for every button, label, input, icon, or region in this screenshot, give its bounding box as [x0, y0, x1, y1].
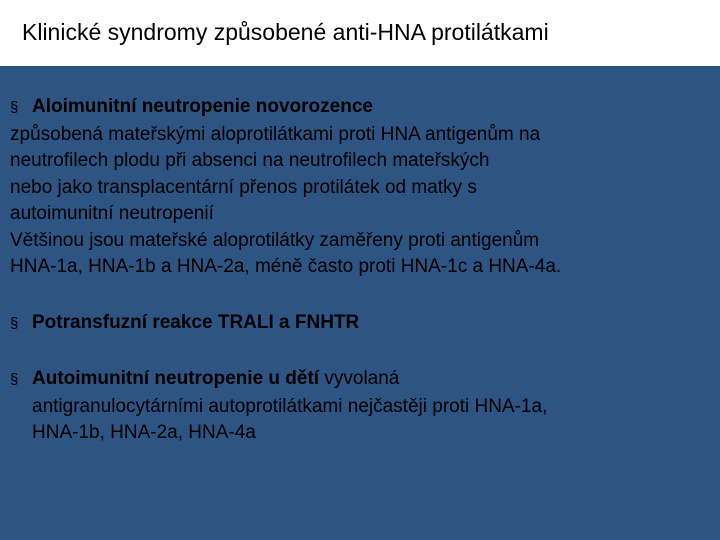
slide-content — [10, 94, 710, 447]
body-line: antigranulocytárními autoprotilátkami nejčastěji proti HNA-1a, — [32, 395, 548, 417]
section-heading: Autoimunitní neutropenie u dětí — [32, 368, 320, 389]
bullet-icon: § — [10, 371, 19, 388]
section-heading: Potransfuzní reakce TRALI a FNHTR — [32, 311, 360, 333]
section-heading-tail: vyvolaná — [319, 368, 400, 389]
bullet-icon: § — [10, 99, 19, 116]
bullet-icon: § — [10, 314, 19, 332]
section-autoimmune-neutropenia — [10, 366, 710, 447]
body-line: způsobená mateřskými aloprotilátkami proti HNA antigenům na — [10, 123, 541, 145]
spacer — [10, 337, 710, 366]
body-line: HNA-1b, HNA-2a, HNA-4a — [32, 422, 256, 443]
body-line: nebo jako transplacentární přenos protilátek od matky s — [10, 176, 477, 198]
body-line: neutrofilech plodu při absenci na neutrofilech mateřských — [10, 150, 490, 171]
bullet-line — [10, 366, 710, 394]
section-transfusion-reaction — [10, 310, 710, 338]
bullet-line — [10, 310, 710, 338]
body-line: Většinou jsou mateřské aloprotilátky zaměřeny proti antigenům — [10, 229, 540, 251]
section-neonatal-neutropenia — [10, 94, 710, 281]
body-line: autoimunitní neutropenií — [10, 203, 214, 224]
section-heading: Aloimunitní neutropenie novorozence — [32, 96, 373, 117]
title-bar — [0, 0, 720, 66]
spacer — [10, 281, 710, 310]
slide-title: Klinické syndromy způsobené anti-HNA protilátkami — [22, 19, 549, 45]
bullet-line — [10, 94, 710, 122]
body-line: HNA-1a, HNA-1b a HNA-2a, méně často proti HNA-1c a HNA-4a. — [10, 256, 562, 277]
